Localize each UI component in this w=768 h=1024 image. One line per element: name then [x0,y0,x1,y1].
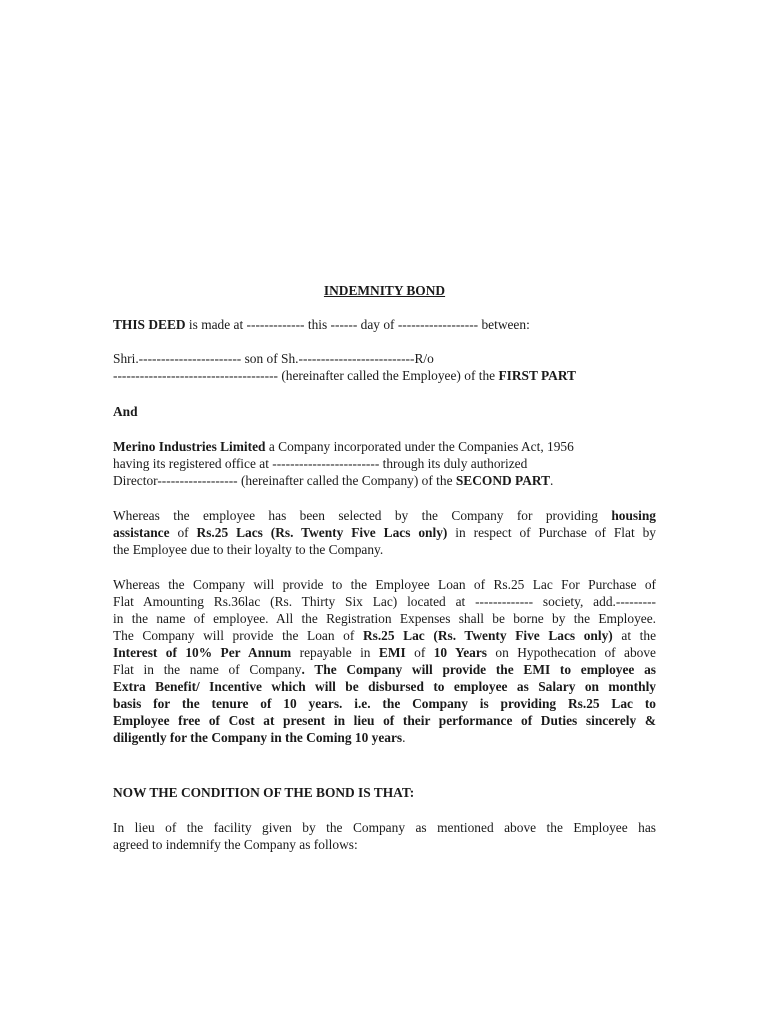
whereas-2-line-9: Employee free of Cost at present in lieu of their performance of Duties sincerely & [113,713,656,728]
company-name: Merino Industries Limited [113,439,266,454]
deed-paragraph [113,316,656,333]
whereas-2-line-5-text-2: of [405,645,434,660]
whereas-2-line-10 [113,729,656,746]
condition-heading [113,784,656,801]
whereas-1-text-2: of [169,525,197,540]
whereas-1-line-3: the Employee due to their loyalty to the Company. [113,542,384,557]
whereas-2-line-6 [113,661,656,678]
second-part-label: SECOND PART [455,473,550,488]
and-text: And [113,404,138,419]
deed-text: is made at ------------- this ------ day of ------------------ between: [185,317,530,332]
whereas-2-line-4 [113,627,656,644]
first-party-line-2 [113,367,656,384]
whereas-2-line-3: in the name of employee. All the Registration Expenses shall be borne by the Employee. [113,611,656,626]
whereas-paragraph-2 [113,576,656,746]
whereas-2-line-5 [113,644,656,661]
tenure-label: 10 Years [433,645,487,660]
second-party-line-1 [113,438,656,455]
first-party-paragraph [113,350,656,384]
first-part-label: FIRST PART [498,368,576,383]
emi-label: EMI [378,645,406,660]
whereas-2-line-1: Whereas the Company will provide to the Employee Loan of Rs.25 Lac For Purchase of [113,577,656,592]
whereas-2-line-10-bold: diligently for the Company in the Coming 10 years [113,730,403,745]
whereas-1-bold-2: assistance [113,525,170,540]
condition-heading-text: NOW THE CONDITION OF THE BOND IS THAT: [113,785,415,800]
whereas-2-line-10-end: . [402,730,406,745]
whereas-1-line-2 [113,524,656,541]
second-party-line-1-text: a Company incorporated under the Companies Act, 1956 [265,439,574,454]
whereas-paragraph-1 [113,507,656,558]
second-party-line-2: having its registered office at ------------------------ through its duly authorized [113,456,528,471]
whereas-1-bold-3: Rs.25 Lacs (Rs. Twenty Five Lacs only) [196,525,448,540]
whereas-2-line-5-text-1: repayable in [291,645,379,660]
first-party-line-2-text: ------------------------------------- (hereinafter called the Employee) of the [113,368,499,383]
whereas-1-text-3: in respect of Purchase of Flat by [447,525,656,540]
whereas-2-line-5-text-3: on Hypothecation of above [487,645,656,660]
whereas-2-line-8: basis for the tenure of 10 years. i.e. the Company is providing Rs.25 Lac to [113,696,656,711]
whereas-1-line-1 [113,507,656,524]
first-party-line-1: Shri.----------------------- son of Sh.--------------------------R/o [113,351,434,366]
second-party-line-3 [113,472,656,489]
lieu-line-1: In lieu of the facility given by the Company as mentioned above the Employee has [113,820,656,835]
and-heading [113,403,656,420]
whereas-2-line-4-text-2: at the [612,628,657,643]
whereas-2-line-6-text: Flat in the name of Company [113,662,302,677]
document-page [113,0,656,1024]
lieu-line-2: agreed to indemnify the Company as follows: [113,837,358,852]
second-party-paragraph [113,438,656,489]
second-party-line-3-text: Director------------------ (hereinafter called the Company) of the [113,473,456,488]
interest-rate: Interest of 10% Per Annum [113,645,292,660]
lieu-paragraph [113,819,656,853]
document-title: INDEMNITY BOND [323,283,446,298]
whereas-2-line-6-bold: . The Company will provide the EMI to employee as [301,662,656,677]
second-party-line-3-end: . [550,473,554,488]
deed-bold-text: THIS DEED [113,317,186,332]
whereas-2-line-4-bold: Rs.25 Lac (Rs. Twenty Five Lacs only) [362,628,613,643]
whereas-2-line-2: Flat Amounting Rs.36lac (Rs. Thirty Six Lac) located at ------------- society, add.--------- [113,594,656,609]
whereas-1-bold-1: housing [611,508,656,523]
whereas-2-line-4-text-1: The Company will provide the Loan of [113,628,363,643]
whereas-1-text-1: Whereas the employee has been selected by the Company for providing [113,508,612,523]
whereas-2-line-7: Extra Benefit/ Incentive which will be disbursed to employee as Salary on monthly [113,679,656,694]
